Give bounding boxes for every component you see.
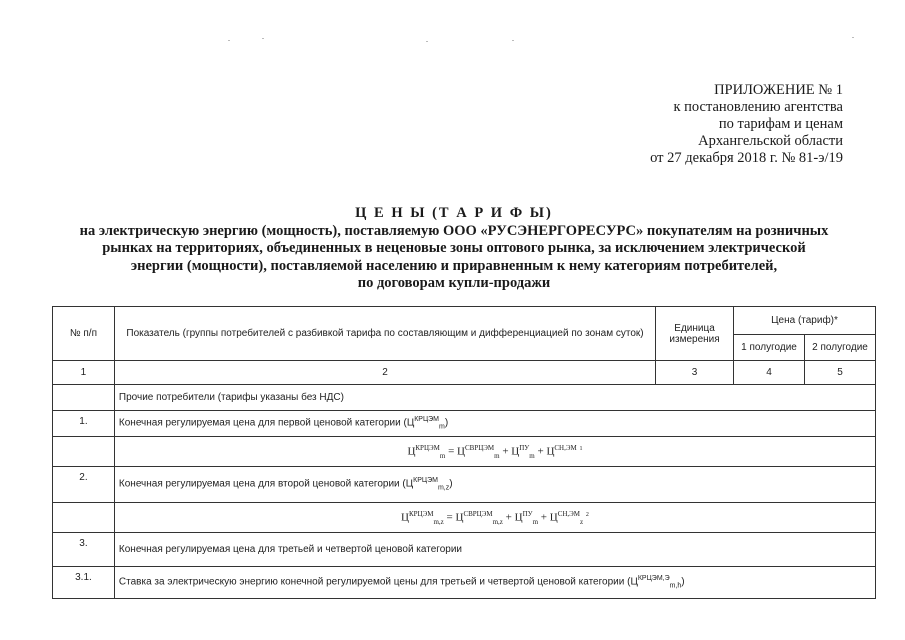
appendix-line: к постановлению агентства <box>673 99 843 115</box>
header-unit: Единица измерения <box>656 307 734 361</box>
colnum-cell: 5 <box>805 361 876 385</box>
title-line: энергии (мощности), поставляемой населению и приравненным к нему категориям потребителей, <box>130 257 778 274</box>
row-label: Конечная регулируемая цена для первой ценовой категории $(Ц^{КРЦЭМ}_m)$ <box>114 411 875 437</box>
row-text: Конечная регулируемая цена для второй ценовой категории <box>118 478 400 490</box>
header-half1: 1 полугодие <box>734 335 805 361</box>
colnum-cell: 2 <box>114 361 655 385</box>
tariff-table-wrap <box>52 306 876 599</box>
scan-speck <box>228 40 230 41</box>
appendix-line: по тарифам и ценам <box>718 116 843 132</box>
formula-num-cell <box>53 437 115 467</box>
appendix-date: от 27 декабря 2018 г. № 81-э/19 <box>650 150 843 166</box>
header-indicator: Показатель (группы потребителей с разбивкой тарифа по составляющим и дифференциацией по зонам суток) <box>114 307 655 361</box>
appendix-block <box>583 82 843 167</box>
row-text: Конечная регулируемая цена для первой ценовой категории <box>118 417 401 429</box>
row-num: 2. <box>53 467 115 503</box>
footnote-ref: 2 <box>585 511 589 518</box>
footnote-ref: 1 <box>579 445 583 452</box>
header-half2: 2 полугодие <box>805 335 876 361</box>
scan-speck <box>512 40 514 41</box>
title-line: на электрическую энергию (мощность), поставляемую ООО «РУСЭНЕРГОРЕСУРС» покупателям на розничных <box>79 222 829 239</box>
header-price: Цена (тариф)* <box>734 307 876 335</box>
row-num: 3.1. <box>53 567 115 599</box>
colnum-cell: 1 <box>53 361 115 385</box>
colnum-cell: 3 <box>656 361 734 385</box>
scan-speck <box>852 37 854 38</box>
title-main: Ц Е Н Ы (Т А Р И Ф Ы) <box>355 205 553 221</box>
scan-speck <box>262 38 264 39</box>
title-line: рынках на территориях, объединенных в неценовые зоны оптового рынка, за исключением электрической <box>102 240 806 256</box>
title-line: по договорам купли-продажи <box>357 275 551 291</box>
appendix-title: ПРИЛОЖЕНИЕ № 1 <box>714 82 843 98</box>
group-label: Прочие потребители (тарифы указаны без НДС) <box>114 385 875 411</box>
row-label: Конечная регулируемая цена для третьей и четвертой ценовой категории <box>114 533 875 567</box>
formula-2: $Ц^{КРЦЭМ}_{m,z} = Ц^{СВРЦЭМ}_{m,z} + Ц^{ПУ}_m + Ц^{СН,ЭМ}_z$ $^2$ <box>114 503 875 533</box>
row-num: 3. <box>53 533 115 567</box>
formula-1: $Ц^{КРЦЭМ}_m = Ц^{СВРЦЭМ}_m + Ц^{ПУ}_m + Ц^{СН,ЭМ}$ $^1$ <box>114 437 875 467</box>
document-title <box>40 205 868 293</box>
header-num: № п/п <box>53 307 115 361</box>
formula-num-cell <box>53 503 115 533</box>
colnum-cell: 4 <box>734 361 805 385</box>
row-label: Конечная регулируемая цена для второй ценовой категории $(Ц^{КРЦЭМ}_{m,z})$ <box>114 467 875 503</box>
row-label: Ставка за электрическую энергию конечной регулируемой цены для третьей и четвертой ценовой категории $(Ц^{КРЦЭМ,Э}_{m,h})$ <box>114 567 875 599</box>
appendix-line: Архангельской области <box>698 133 843 149</box>
tariff-table <box>52 306 876 599</box>
scan-speck <box>426 41 428 42</box>
row-text: Ставка за электрическую энергию конечной регулируемой цены для третьей и четвертой ценовой категории <box>118 576 625 588</box>
group-num-cell <box>53 385 115 411</box>
row-num: 1. <box>53 411 115 437</box>
